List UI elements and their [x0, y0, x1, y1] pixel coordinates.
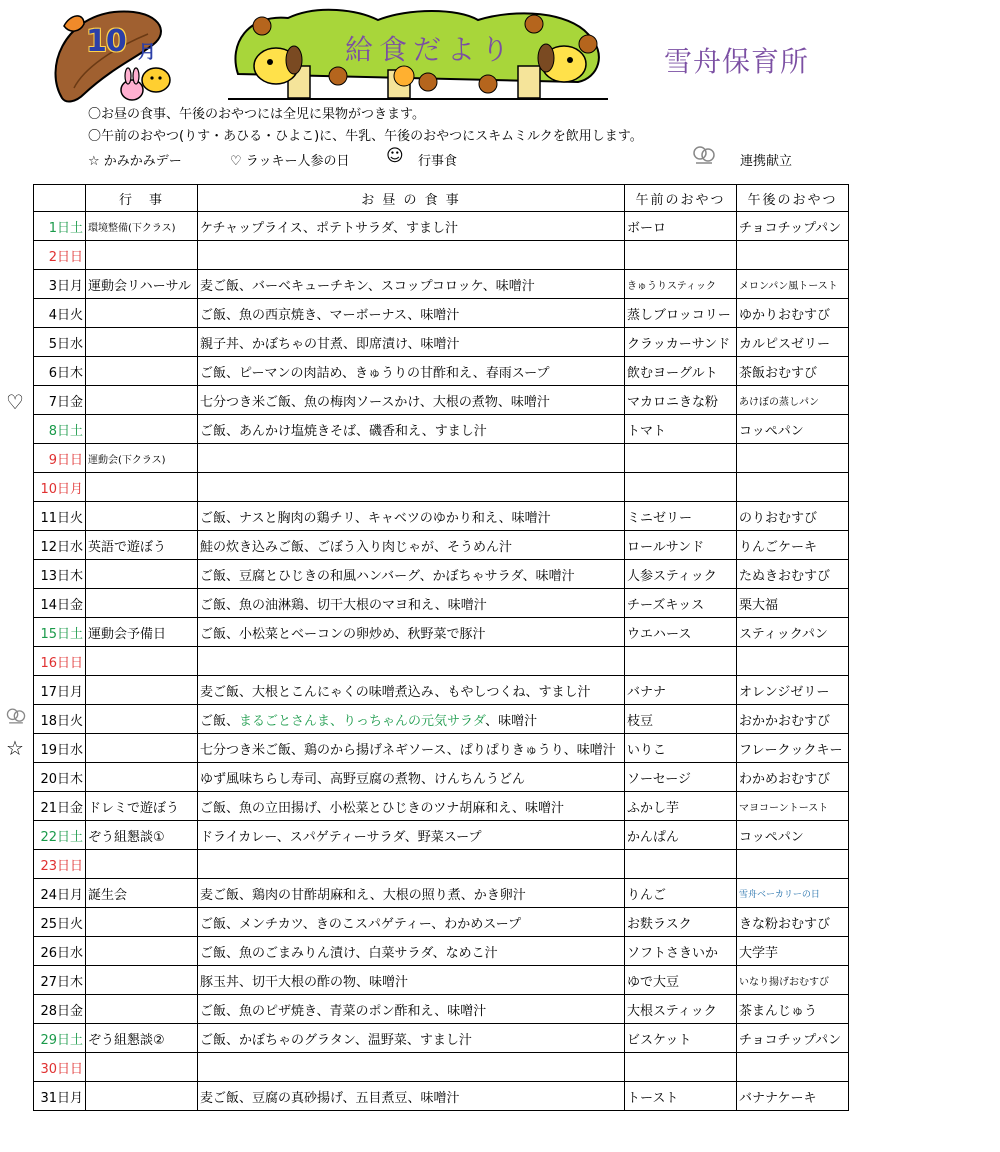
am-snack-cell: ボーロ: [625, 212, 737, 241]
day-cell: 9日日: [34, 444, 86, 473]
am-snack-cell: ふかし芋: [625, 792, 737, 821]
pm-snack-cell: [737, 444, 849, 473]
pm-snack-cell: オレンジゼリー: [737, 676, 849, 705]
day-cell: 18日火: [34, 705, 86, 734]
day-cell: 6日木: [34, 357, 86, 386]
event-cell: [86, 734, 198, 763]
event-cell: [86, 1082, 198, 1111]
lunch-cell: ドライカレー、スパゲティーサラダ、野菜スープ: [198, 821, 625, 850]
pm-snack-cell: 雪舟ベーカリーの日: [737, 879, 849, 908]
day-cell: 19日水: [34, 734, 86, 763]
lunch-cell: 麦ご飯、バーベキューチキン、スコップコロッケ、味噌汁: [198, 270, 625, 299]
pm-snack-cell: [737, 241, 849, 270]
table-row: [34, 299, 849, 328]
am-snack-cell: 飲むヨーグルト: [625, 357, 737, 386]
event-cell: [86, 1053, 198, 1082]
table-row: [34, 908, 849, 937]
lunch-text: ご飯、: [200, 713, 240, 729]
pm-snack-cell: マヨコーントースト: [737, 792, 849, 821]
am-snack-cell: ミニゼリー: [625, 502, 737, 531]
am-snack-cell: ソーセージ: [625, 763, 737, 792]
pm-snack-cell: チョコチップパン: [737, 1024, 849, 1053]
table-row: [34, 850, 849, 879]
event-cell: [86, 328, 198, 357]
lunch-cell: 七分つき米ご飯、鶏のから揚げネギソース、ぱりぱりきゅうり、味噌汁: [198, 734, 625, 763]
event-cell: [86, 937, 198, 966]
pm-snack-cell: 大学芋: [737, 937, 849, 966]
table-row: [34, 357, 849, 386]
am-snack-cell: トースト: [625, 1082, 737, 1111]
pm-snack-cell: メロンパン風トースト: [737, 270, 849, 299]
pm-snack-cell: カルピスゼリー: [737, 328, 849, 357]
event-cell: ぞう組懇談①: [86, 821, 198, 850]
col-header-am-snack: 午前のおやつ: [625, 185, 737, 212]
pm-snack-cell: [737, 1053, 849, 1082]
lunch-cell: 七分つき米ご飯、魚の梅肉ソースかけ、大根の煮物、味噌汁: [198, 386, 625, 415]
event-cell: [86, 357, 198, 386]
pm-snack-cell: バナナケーキ: [737, 1082, 849, 1111]
pm-snack-cell: たぬきおむすび: [737, 560, 849, 589]
am-snack-cell: トマト: [625, 415, 737, 444]
table-row: [34, 763, 849, 792]
pm-snack-cell: コッペパン: [737, 415, 849, 444]
legend-lucky-carrot: ♡ ラッキー人参の日: [230, 154, 350, 169]
day-cell: 14日金: [34, 589, 86, 618]
am-snack-cell: バナナ: [625, 676, 737, 705]
lunch-cell: ご飯、かぼちゃのグラタン、温野菜、すまし汁: [198, 1024, 625, 1053]
table-row: [34, 821, 849, 850]
am-snack-cell: [625, 1053, 737, 1082]
table-row: [34, 734, 849, 763]
lunch-cell: ご飯、あんかけ塩焼きそば、磯香和え、すまし汁: [198, 415, 625, 444]
am-snack-cell: マカロニきな粉: [625, 386, 737, 415]
lunch-cell: [198, 850, 625, 879]
am-snack-cell: お麩ラスク: [625, 908, 737, 937]
pm-snack-cell: [737, 647, 849, 676]
lunch-cell: ケチャップライス、ポテトサラダ、すまし汁: [198, 212, 625, 241]
table-row: [34, 618, 849, 647]
day-cell: 7日金: [34, 386, 86, 415]
day-cell: 10日月: [34, 473, 86, 502]
lunch-cell: ご飯、ピーマンの肉詰め、きゅうりの甘酢和え、春雨スープ: [198, 357, 625, 386]
table-row: [34, 270, 849, 299]
legend-kamikami: ☆ かみかみデー: [88, 154, 182, 169]
table-row: [34, 1053, 849, 1082]
legend: [88, 146, 828, 171]
am-snack-cell: [625, 647, 737, 676]
day-cell: 5日水: [34, 328, 86, 357]
pm-snack-cell: フレークックキー: [737, 734, 849, 763]
table-row: [34, 705, 849, 734]
lunch-cell: [198, 241, 625, 270]
newsletter-title: 給食だより: [344, 33, 515, 66]
am-snack-cell: [625, 444, 737, 473]
table-header-row: [34, 185, 849, 212]
day-cell: 13日木: [34, 560, 86, 589]
pm-snack-cell: 栗大福: [737, 589, 849, 618]
event-cell: 運動会(下クラス): [86, 444, 198, 473]
event-cell: [86, 241, 198, 270]
am-snack-cell: [625, 850, 737, 879]
day-cell: 11日火: [34, 502, 86, 531]
lunch-cell: ご飯、小松菜とベーコンの卵炒め、秋野菜で豚汁: [198, 618, 625, 647]
table-row: [34, 995, 849, 1024]
pm-snack-cell: りんごケーキ: [737, 531, 849, 560]
collab-menu-text: まるごとさんま、りっちゃんの元気サラダ: [239, 713, 486, 729]
pm-snack-cell: コッペパン: [737, 821, 849, 850]
day-cell: 22日土: [34, 821, 86, 850]
lunch-cell: ご飯、魚の立田揚げ、小松菜とひじきのツナ胡麻和え、味噌汁: [198, 792, 625, 821]
lunch-cell: 麦ご飯、鶏肉の甘酢胡麻和え、大根の照り煮、かき卵汁: [198, 879, 625, 908]
col-header-pm-snack: 午後のおやつ: [737, 185, 849, 212]
lunch-cell: 親子丼、かぼちゃの甘煮、即席漬け、味噌汁: [198, 328, 625, 357]
lunch-cell: ご飯、魚のピザ焼き、青菜のポン酢和え、味噌汁: [198, 995, 625, 1024]
pm-snack-cell: きな粉おむすび: [737, 908, 849, 937]
day-cell: 1日土: [34, 212, 86, 241]
table-row: [34, 415, 849, 444]
event-cell: [86, 995, 198, 1024]
am-snack-cell: クラッカーサンド: [625, 328, 737, 357]
lunch-cell: ご飯、メンチカツ、きのこスパゲティー、わかめスープ: [198, 908, 625, 937]
day-cell: 28日金: [34, 995, 86, 1024]
am-snack-cell: 枝豆: [625, 705, 737, 734]
lunch-cell: ご飯、魚の西京焼き、マーボーナス、味噌汁: [198, 299, 625, 328]
renkei-logo-icon: [690, 143, 718, 167]
event-cell: [86, 502, 198, 531]
lunch-cell: 豚玉丼、切干大根の酢の物、味噌汁: [198, 966, 625, 995]
event-cell: [86, 850, 198, 879]
table-row: [34, 1082, 849, 1111]
smile-icon: ☺: [386, 146, 404, 166]
table-row: [34, 560, 849, 589]
pm-snack-cell: いなり揚げおむすび: [737, 966, 849, 995]
day-cell: 29日土: [34, 1024, 86, 1053]
day-cell: 16日日: [34, 647, 86, 676]
table-row: [34, 328, 849, 357]
lunch-cell: ご飯、魚の油淋鶏、切干大根のマヨ和え、味噌汁: [198, 589, 625, 618]
month-number: 10: [86, 24, 126, 59]
am-snack-cell: ウエハース: [625, 618, 737, 647]
school-name: 雪舟保育所: [664, 45, 810, 78]
table-row: [34, 444, 849, 473]
menu-body: [34, 212, 849, 1111]
table-row: [34, 647, 849, 676]
table-row: [34, 531, 849, 560]
col-header-lunch: お 昼 の 食 事: [198, 185, 625, 212]
event-cell: [86, 299, 198, 328]
lunch-cell: [198, 705, 625, 734]
am-snack-cell: ソフトさきいか: [625, 937, 737, 966]
lunch-cell: [198, 1053, 625, 1082]
am-snack-cell: [625, 241, 737, 270]
day-cell: 23日日: [34, 850, 86, 879]
pm-snack-cell: あけぼの蒸しパン: [737, 386, 849, 415]
am-snack-cell: りんご: [625, 879, 737, 908]
event-cell: [86, 647, 198, 676]
pm-snack-cell: わかめおむすび: [737, 763, 849, 792]
am-snack-cell: 蒸しブロッコリー: [625, 299, 737, 328]
lunch-cell: ゆず風味ちらし寿司、高野豆腐の煮物、けんちんうどん: [198, 763, 625, 792]
star-marker-icon: ☆: [6, 736, 24, 760]
event-cell: [86, 966, 198, 995]
event-cell: 運動会予備日: [86, 618, 198, 647]
heart-marker-icon: ♡: [6, 390, 24, 414]
day-cell: 21日金: [34, 792, 86, 821]
table-row: [34, 212, 849, 241]
event-cell: ぞう組懇談②: [86, 1024, 198, 1053]
table-row: [34, 937, 849, 966]
day-cell: 20日木: [34, 763, 86, 792]
day-cell: 8日土: [34, 415, 86, 444]
table-row: [34, 676, 849, 705]
col-header-event: 行 事: [86, 185, 198, 212]
renkei-marker-icon: [4, 704, 28, 728]
am-snack-cell: ロールサンド: [625, 531, 737, 560]
pm-snack-cell: ゆかりおむすび: [737, 299, 849, 328]
lunch-text: 、味噌汁: [485, 713, 538, 729]
pm-snack-cell: 茶飯おむすび: [737, 357, 849, 386]
day-cell: 24日月: [34, 879, 86, 908]
day-cell: 30日日: [34, 1053, 86, 1082]
pm-snack-cell: [737, 850, 849, 879]
event-cell: 環境整備(下クラス): [86, 212, 198, 241]
lunch-cell: ご飯、豆腐とひじきの和風ハンバーグ、かぼちゃサラダ、味噌汁: [198, 560, 625, 589]
legend-event-meal: 行事食: [418, 154, 458, 169]
pm-snack-cell: 茶まんじゅう: [737, 995, 849, 1024]
event-cell: [86, 560, 198, 589]
day-cell: 3日月: [34, 270, 86, 299]
am-snack-cell: 大根スティック: [625, 995, 737, 1024]
lunch-cell: [198, 473, 625, 502]
day-cell: 2日日: [34, 241, 86, 270]
event-cell: [86, 589, 198, 618]
event-cell: 英語で遊ぼう: [86, 531, 198, 560]
table-row: [34, 966, 849, 995]
lunch-cell: ご飯、ナスと胸肉の鶏チリ、キャベツのゆかり和え、味噌汁: [198, 502, 625, 531]
lunch-cell: 鮭の炊き込みご飯、ごぼう入り肉じゃが、そうめん汁: [198, 531, 625, 560]
day-cell: 4日火: [34, 299, 86, 328]
lunch-cell: 麦ご飯、豆腐の真砂揚げ、五目煮豆、味噌汁: [198, 1082, 625, 1111]
am-snack-cell: [625, 473, 737, 502]
event-cell: [86, 705, 198, 734]
event-cell: [86, 415, 198, 444]
day-cell: 25日火: [34, 908, 86, 937]
day-cell: 12日水: [34, 531, 86, 560]
day-cell: 17日月: [34, 676, 86, 705]
month-unit: 月: [138, 42, 156, 63]
am-snack-cell: チーズキッス: [625, 589, 737, 618]
am-snack-cell: ビスケット: [625, 1024, 737, 1053]
am-snack-cell: きゅうりスティック: [625, 270, 737, 299]
note-milk: 〇午前のおやつ(りす・あひる・ひよこ)に、牛乳、午後のおやつにスキムミルクを飲用します。: [88, 129, 643, 144]
pm-snack-cell: のりおむすび: [737, 502, 849, 531]
am-snack-cell: かんぱん: [625, 821, 737, 850]
table-row: [34, 792, 849, 821]
event-cell: 運動会リハーサル: [86, 270, 198, 299]
event-cell: [86, 676, 198, 705]
am-snack-cell: ゆで大豆: [625, 966, 737, 995]
day-cell: 26日水: [34, 937, 86, 966]
event-cell: [86, 386, 198, 415]
table-row: [34, 241, 849, 270]
pm-snack-cell: おかかおむすび: [737, 705, 849, 734]
lunch-cell: ご飯、魚のごまみりん漬け、白菜サラダ、なめこ汁: [198, 937, 625, 966]
lunch-cell: [198, 444, 625, 473]
lunch-cell: 麦ご飯、大根とこんにゃくの味噌煮込み、もやしつくね、すまし汁: [198, 676, 625, 705]
table-row: [34, 386, 849, 415]
table-row: [34, 473, 849, 502]
am-snack-cell: いりこ: [625, 734, 737, 763]
event-cell: ドレミで遊ぼう: [86, 792, 198, 821]
table-row: [34, 1024, 849, 1053]
col-header-day: [34, 185, 86, 212]
note-fruit: 〇お昼の食事、午後のおやつには全児に果物がつきます。: [88, 107, 425, 122]
lunch-cell: [198, 647, 625, 676]
pm-snack-cell: チョコチップパン: [737, 212, 849, 241]
pm-snack-cell: スティックパン: [737, 618, 849, 647]
event-cell: [86, 908, 198, 937]
menu-table: [33, 184, 849, 1111]
pm-snack-cell: [737, 473, 849, 502]
event-cell: 誕生会: [86, 879, 198, 908]
table-row: [34, 589, 849, 618]
day-cell: 31日月: [34, 1082, 86, 1111]
am-snack-cell: 人参スティック: [625, 560, 737, 589]
event-cell: [86, 473, 198, 502]
event-cell: [86, 763, 198, 792]
table-row: [34, 502, 849, 531]
day-cell: 15日土: [34, 618, 86, 647]
table-row: [34, 879, 849, 908]
day-cell: 27日木: [34, 966, 86, 995]
legend-renkei: 連携献立: [740, 154, 793, 169]
